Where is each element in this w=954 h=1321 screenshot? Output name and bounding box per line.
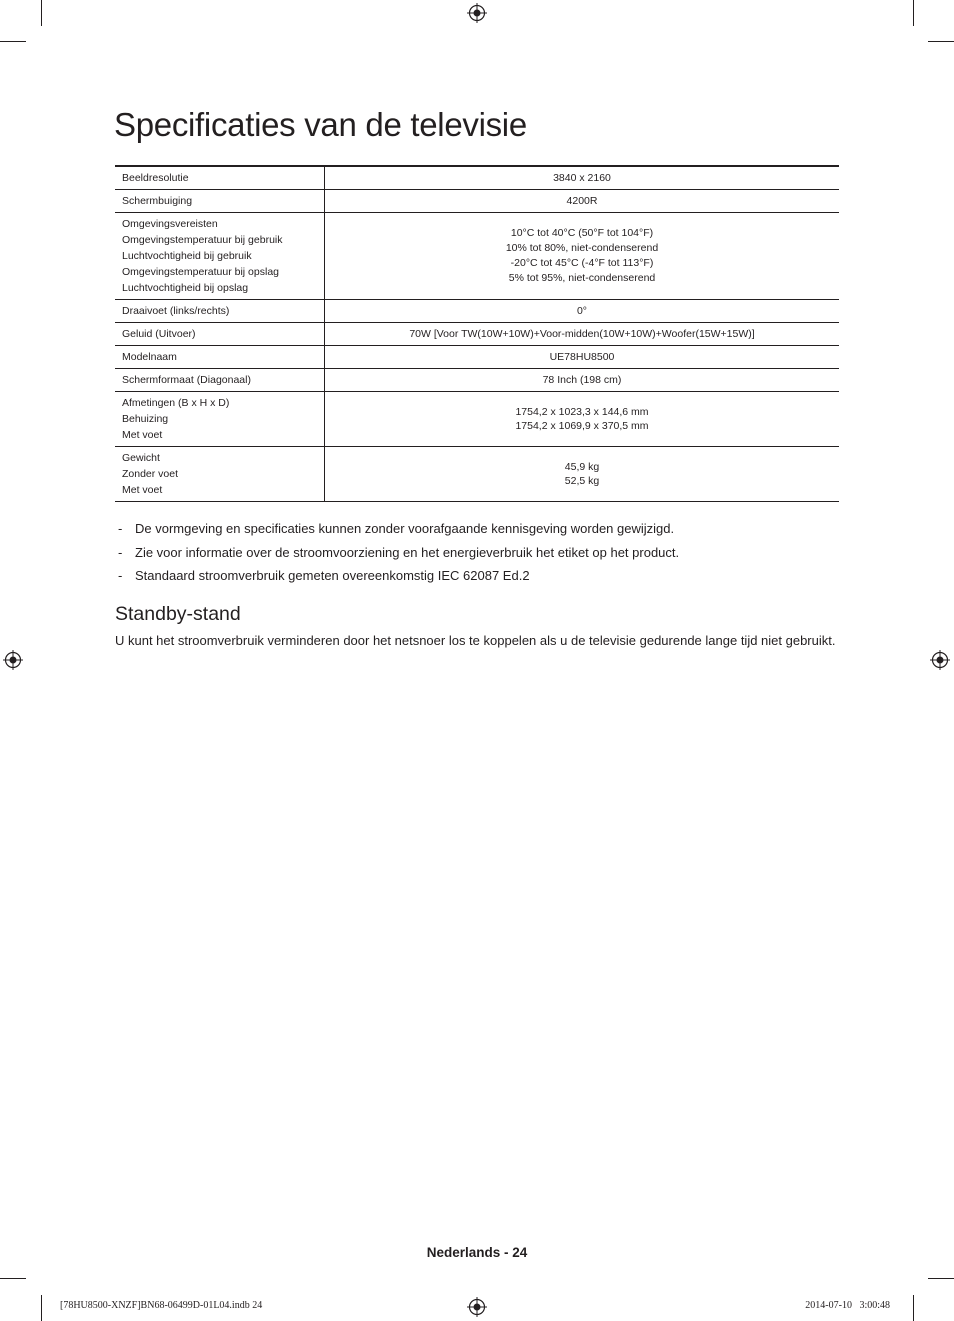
spec-value: [325, 392, 840, 447]
page-number: Nederlands - 24: [426, 1245, 528, 1260]
notes-list: [115, 517, 679, 588]
spec-value-line: 10°C tot 40°C (50°F tot 104°F): [510, 227, 654, 239]
note-text: De vormgeving en specificaties kunnen zonder voorafgaande kennisgeving worden gewijzigd.: [135, 521, 675, 536]
spec-value-line: 52,5 kg: [564, 475, 600, 487]
spec-value: [325, 300, 840, 323]
registration-mark-icon: [467, 1297, 487, 1317]
spec-value-line: 10% tot 80%, niet-condenserend: [505, 242, 659, 254]
page-title: Specificaties van de televisie: [114, 106, 527, 143]
spec-table: [115, 165, 839, 502]
table-row: [115, 392, 839, 447]
spec-label-line: Met voet: [122, 429, 163, 441]
table-row: [115, 213, 839, 300]
spec-label-line: Omgevingstemperatuur bij opslag: [122, 266, 279, 278]
spec-label-line: Luchtvochtigheid bij opslag: [122, 282, 249, 294]
spec-label-line: Zonder voet: [122, 468, 179, 480]
spec-label-line: Schermformaat (Diagonaal): [122, 374, 251, 386]
spec-label-line: Luchtvochtigheid bij gebruik: [122, 250, 252, 262]
spec-value: [325, 323, 840, 346]
spec-label-line: Modelnaam: [122, 351, 177, 363]
spec-value-line: 78 Inch (198 cm): [542, 374, 622, 386]
spec-value: [325, 213, 840, 300]
spec-label: [115, 213, 325, 300]
table-row: [115, 346, 839, 369]
spec-value: [325, 346, 840, 369]
registration-mark-icon: [930, 650, 950, 670]
spec-label-line: Draaivoet (links/rechts): [122, 305, 230, 317]
crop-mark-top-left-horizontal: [0, 41, 26, 42]
spec-value-line: 4200R: [566, 195, 598, 207]
crop-mark-bottom-left-horizontal: [0, 1278, 26, 1279]
spec-label-line: Met voet: [122, 484, 163, 496]
bullet-dash: -: [118, 544, 123, 560]
table-row: [115, 190, 839, 213]
spec-label-line: Schermbuiging: [122, 195, 193, 207]
spec-label-line: Beeldresolutie: [122, 172, 189, 184]
table-row: [115, 369, 839, 392]
table-row: [115, 447, 839, 502]
registration-mark-icon: [467, 3, 487, 23]
table-row: [115, 300, 839, 323]
spec-value: [325, 190, 840, 213]
registration-mark-icon: [3, 650, 23, 670]
standby-paragraph: U kunt het stroomverbruik verminderen door het netsnoer los te koppelen als u de televisie gedurende lange tijd niet gebruikt.: [115, 633, 836, 648]
crop-mark-bottom-left-vertical: [41, 1295, 42, 1321]
crop-mark-bottom-right-horizontal: [928, 1278, 954, 1279]
spec-value-line: UE78HU8500: [549, 351, 615, 363]
list-item: [115, 541, 679, 565]
spec-value-line: 70W [Voor TW(10W+10W)+Voor-midden(10W+10W)+Woofer(15W+15W)]: [409, 328, 755, 340]
crop-mark-top-left-vertical: [41, 0, 42, 26]
spec-label: [115, 392, 325, 447]
spec-label: [115, 300, 325, 323]
list-item: [115, 564, 679, 588]
spec-value-line: 1754,2 x 1023,3 x 144,6 mm: [515, 406, 649, 418]
spec-label: [115, 369, 325, 392]
spec-value-line: -20°C tot 45°C (-4°F tot 113°F): [510, 257, 654, 269]
print-slug-date: 2014-07-10 3:00:48: [805, 1300, 890, 1311]
spec-value-line: 45,9 kg: [564, 461, 600, 473]
list-item: [115, 517, 679, 541]
spec-value: [325, 369, 840, 392]
print-slug-file: [78HU8500-XNZF]BN68-06499D-01L04.indb 24: [60, 1300, 263, 1311]
note-text: Standaard stroomverbruik gemeten overeenkomstig IEC 62087 Ed.2: [135, 568, 530, 583]
spec-label-line: Omgevingstemperatuur bij gebruik: [122, 234, 283, 246]
crop-mark-bottom-right-vertical: [913, 1295, 914, 1321]
spec-value: [325, 166, 840, 190]
spec-label: [115, 166, 325, 190]
spec-value-line: 1754,2 x 1069,9 x 370,5 mm: [515, 420, 649, 432]
table-row: [115, 323, 839, 346]
spec-label-line: Gewicht: [122, 452, 160, 464]
bullet-dash: -: [118, 521, 123, 536]
crop-mark-top-right-horizontal: [928, 41, 954, 42]
bullet-dash: -: [118, 568, 123, 583]
spec-value: [325, 447, 840, 502]
spec-label-line: Omgevingsvereisten: [122, 218, 218, 230]
crop-mark-top-right-vertical: [913, 0, 914, 26]
spec-label: [115, 323, 325, 346]
spec-label: [115, 447, 325, 502]
spec-label-line: Afmetingen (B x H x D): [122, 397, 230, 409]
table-row: [115, 166, 839, 190]
section-heading-standby: Standby-stand: [115, 603, 241, 625]
note-text: Zie voor informatie over de stroomvoorziening en het energieverbruik het etiket op het product.: [135, 544, 680, 560]
spec-value-line: 3840 x 2160: [553, 172, 611, 184]
spec-label: [115, 190, 325, 213]
spec-value-line: 5% tot 95%, niet-condenserend: [508, 272, 656, 284]
spec-label-line: Behuizing: [122, 413, 169, 425]
spec-value-line: 0°: [576, 305, 588, 317]
spec-label-line: Geluid (Uitvoer): [122, 328, 196, 340]
spec-label: [115, 346, 325, 369]
